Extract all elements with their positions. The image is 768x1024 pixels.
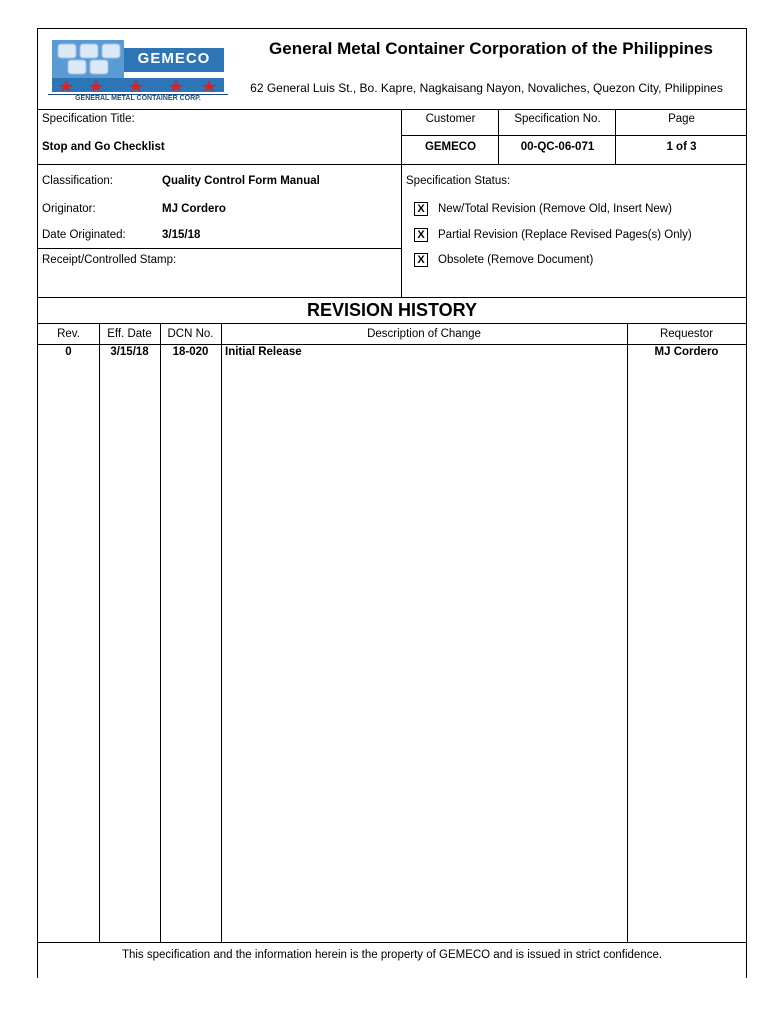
page-value: 1 of 3 bbox=[666, 141, 697, 153]
column-header-description: Description of Change bbox=[367, 328, 481, 340]
status-option-text: Partial Revision (Replace Revised Pages(s) Only) bbox=[438, 229, 692, 241]
table-row bbox=[38, 346, 746, 362]
originator-label: Originator: bbox=[42, 203, 96, 215]
info-block bbox=[38, 165, 401, 297]
document-page bbox=[37, 28, 747, 978]
company-name: General Metal Container Corporation of the Philippines bbox=[269, 39, 713, 58]
spec-number-label: Specification No. bbox=[514, 113, 601, 125]
originator-value: MJ Cordero bbox=[162, 203, 226, 215]
spec-number-value: 00-QC-06-071 bbox=[520, 141, 595, 153]
classification-value: Quality Control Form Manual bbox=[162, 175, 320, 187]
logo-text: GEMECO bbox=[137, 50, 211, 67]
divider bbox=[499, 135, 616, 136]
cell-eff-date: 3/15/18 bbox=[110, 346, 149, 358]
column-header-requestor: Requestor bbox=[659, 328, 714, 340]
status-option-text: New/Total Revision (Remove Old, Insert New) bbox=[438, 203, 672, 215]
date-originated-label: Date Originated: bbox=[42, 229, 126, 241]
confidentiality-text: This specification and the information herein is the property of GEMECO and is issued in strict confidence. bbox=[121, 949, 663, 961]
customer-value: GEMECO bbox=[424, 141, 477, 153]
stamp-label: Receipt/Controlled Stamp: bbox=[42, 254, 177, 266]
column-divider bbox=[221, 324, 222, 942]
status-checkbox[interactable]: X bbox=[414, 228, 428, 242]
spec-title-value: Stop and Go Checklist bbox=[42, 141, 165, 153]
column-divider bbox=[160, 324, 161, 942]
status-option-partial[interactable] bbox=[414, 228, 692, 242]
column-header-rev: Rev. bbox=[57, 328, 80, 340]
status-checkbox[interactable]: X bbox=[414, 202, 428, 216]
divider bbox=[402, 135, 499, 136]
info-status-section bbox=[37, 164, 747, 298]
logo-subtext: GENERAL METAL CONTAINER CORP. bbox=[48, 94, 228, 102]
company-address: 62 General Luis St., Bo. Kapre, Nagkaisang Nayon, Novaliches, Quezon City, Philippines bbox=[250, 81, 723, 95]
customer-label: Customer bbox=[425, 113, 476, 125]
confidentiality-footer bbox=[37, 942, 747, 978]
column-header-eff-date: Eff. Date bbox=[107, 328, 152, 340]
divider bbox=[38, 248, 401, 249]
revision-table bbox=[37, 323, 747, 943]
column-header-dcn-no: DCN No. bbox=[167, 328, 214, 340]
revision-history-title: REVISION HISTORY bbox=[306, 300, 478, 320]
cell-rev: 0 bbox=[65, 346, 72, 358]
status-block bbox=[401, 165, 747, 297]
date-originated-value: 3/15/18 bbox=[162, 229, 201, 241]
status-option-text: Obsolete (Remove Document) bbox=[438, 254, 594, 266]
revision-history-header bbox=[37, 297, 747, 324]
cell-description: Initial Release bbox=[225, 346, 302, 358]
column-divider bbox=[99, 324, 100, 942]
document-header bbox=[37, 28, 747, 110]
cell-dcn-no: 18-020 bbox=[172, 346, 209, 358]
spec-title-row bbox=[37, 109, 747, 165]
company-logo bbox=[44, 34, 229, 105]
cell-requestor: MJ Cordero bbox=[654, 346, 719, 358]
page-cell bbox=[615, 110, 747, 164]
status-checkbox[interactable]: X bbox=[414, 253, 428, 267]
header-divider bbox=[38, 344, 746, 345]
spec-number-cell bbox=[498, 110, 616, 164]
column-divider bbox=[627, 324, 628, 942]
classification-label: Classification: bbox=[42, 175, 113, 187]
status-option-new[interactable] bbox=[414, 202, 672, 216]
page-label: Page bbox=[668, 113, 695, 125]
spec-title-label: Specification Title: bbox=[42, 113, 135, 125]
divider bbox=[616, 135, 747, 136]
status-label: Specification Status: bbox=[406, 175, 511, 187]
status-option-obsolete[interactable] bbox=[414, 253, 593, 267]
customer-cell bbox=[401, 110, 499, 164]
